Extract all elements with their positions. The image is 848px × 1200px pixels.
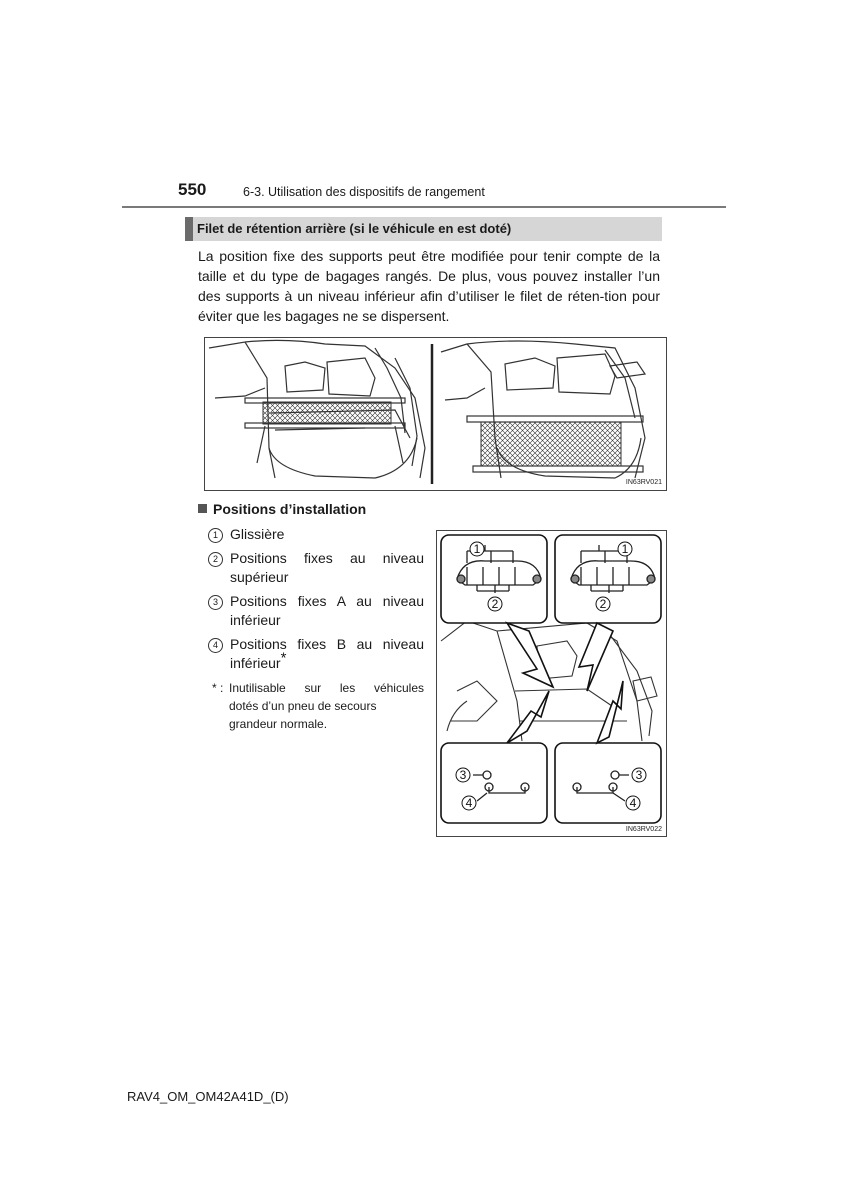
left-retention-net — [263, 402, 391, 424]
subsection-title: Positions d’installation — [213, 501, 367, 517]
cargo-net-drawing — [205, 338, 666, 490]
callout-1: 1 — [473, 542, 481, 556]
callout-3: 3 — [459, 768, 467, 782]
page-number: 550 — [178, 180, 207, 199]
list-item-label-cont: inférieur — [230, 655, 281, 671]
circled-number: 1 — [208, 528, 223, 543]
callout-3: 3 — [635, 768, 643, 782]
installation-positions-drawing — [437, 531, 666, 836]
callout-2: 2 — [599, 597, 607, 611]
inset-lower-left — [441, 743, 547, 823]
cargo-net-illustration — [204, 337, 667, 491]
section-title-bar — [185, 217, 662, 241]
list-item-label: Positions fixes B au niveau — [230, 636, 424, 652]
callout-2: 2 — [491, 597, 499, 611]
figure-1-code: IN63RV021 — [625, 479, 662, 486]
list-item-label: Positions fixes A au niveau — [230, 593, 424, 609]
circled-number: 3 — [208, 595, 223, 610]
square-bullet-icon — [198, 504, 207, 513]
section-title: Filet de rétention arrière (si le véhicule en est doté) — [197, 221, 512, 236]
asterisk-mark: * — [280, 649, 287, 667]
header-rule — [122, 206, 726, 208]
footnote-line: Inutilisable sur les véhicules — [229, 681, 424, 695]
circled-number: 2 — [208, 552, 223, 567]
list-item-label-cont: supérieur — [230, 569, 289, 585]
footnote-mark: * : — [212, 681, 224, 695]
figure-2-code: IN63RV022 — [625, 826, 662, 833]
intro-paragraph: La position fixe des supports peut être modifiée pour tenir compte de la taille et du type de bagages rangés. De plus, vous pouvez installer l’un des supports à un niveau inférieur afin d’utiliser le filet de réten-tion pour éviter que les bagages ne se dispersent. — [198, 248, 660, 324]
callout-4: 4 — [629, 796, 637, 810]
footer-document-code: RAV4_OM_OM42A41D_(D) — [127, 1089, 289, 1104]
section-bar-accent — [185, 217, 193, 241]
subsection-heading — [198, 501, 366, 517]
list-item-label-cont: inférieur — [230, 612, 281, 628]
callout-4: 4 — [465, 796, 473, 810]
installation-positions-illustration — [436, 530, 667, 837]
chapter-title: 6-3. Utilisation des dispositifs de rangement — [243, 185, 485, 199]
circled-number: 4 — [208, 638, 223, 653]
list-item-label: Positions fixes au niveau — [230, 550, 424, 566]
list-item-label: Glissière — [230, 526, 285, 542]
inset-lower-right — [555, 743, 661, 823]
right-retention-net — [481, 422, 621, 466]
callout-1: 1 — [621, 542, 629, 556]
footnote-line-cont: dotés d’un pneu de secours grandeur normale. — [229, 699, 377, 731]
